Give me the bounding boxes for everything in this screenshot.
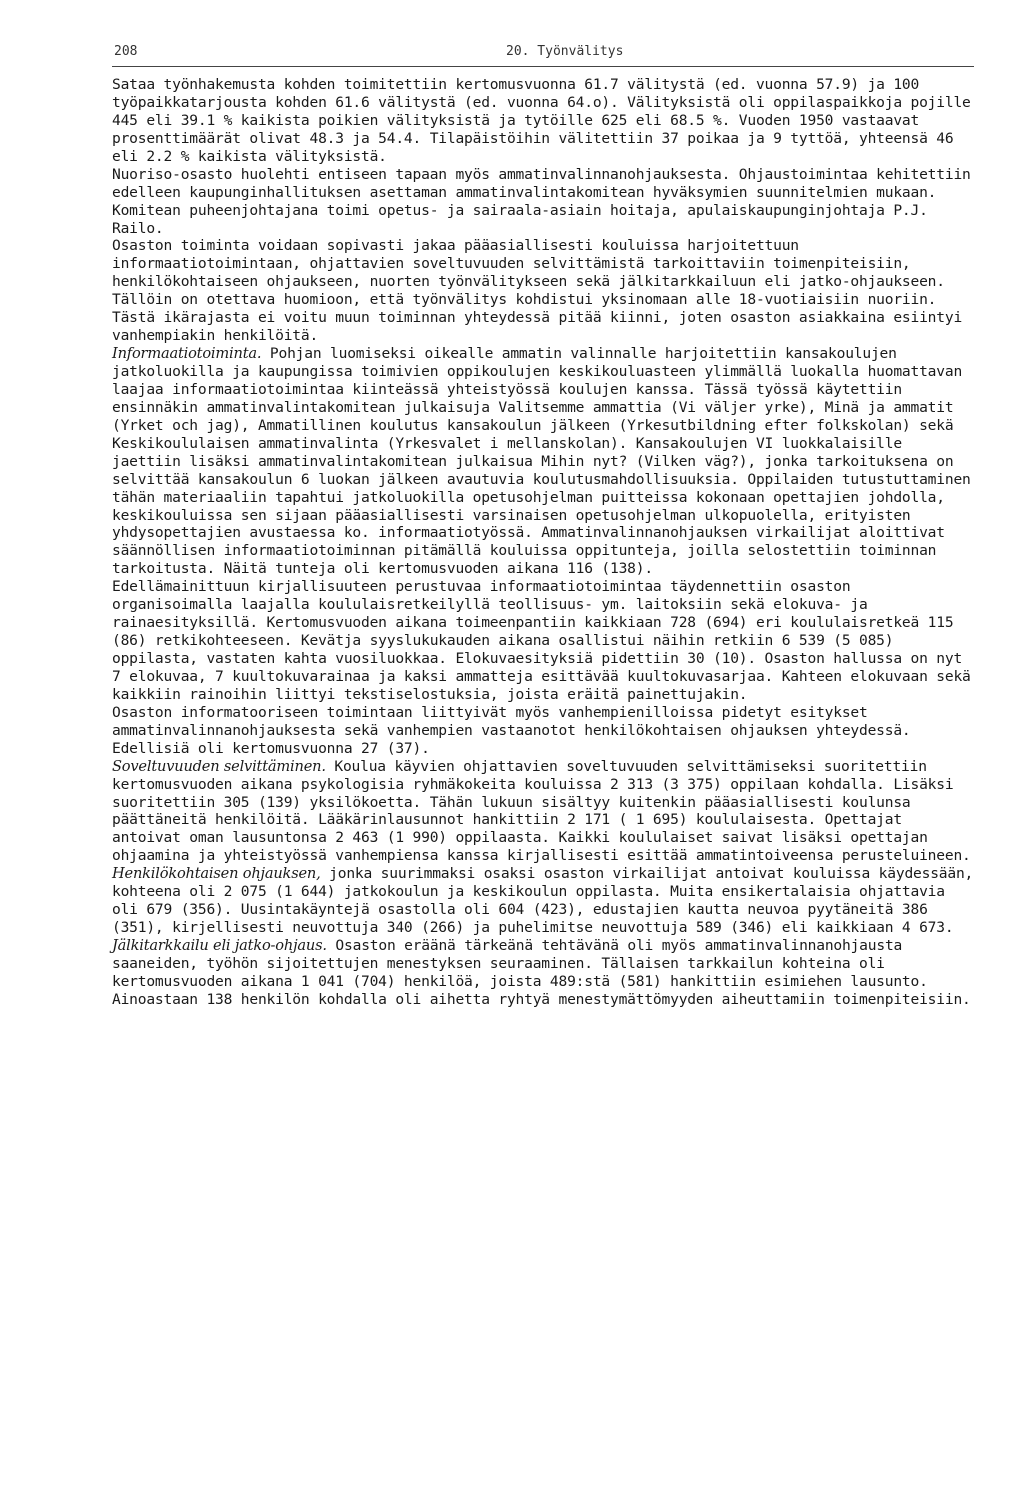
subheading-informaatiotoiminta: Informaatiotoiminta. [112, 345, 262, 363]
subheading-jalkitarkkailu: Jälkitarkkailu eli jatko-ohjaus. [112, 937, 327, 954]
body-text [112, 76, 974, 1009]
page-number: 208 [114, 44, 138, 59]
paragraph-aptitude: Soveltuvuuden selvittäminen. Koulua käyvien ohjattavien soveltuvuuden selvittämiseksi suoritettiin kertomusvuoden aikana psykologisia ryhmäkokeita kouluissa 2 313 (3 375) oppilaan kohdalla. Lisäksi suoritettiin 305 (139) yksilökoetta. Tähän lukuun sisältyy kuitenkin pääasiallisesti koulunsa päättäneitä henkilöitä. Lääkärinlausunnot hankittiin 2 171 ( 1 695) koululaisesta. Opettajat antoivat oman lausuntonsa 2 463 (1 990) oppilaasta. Kaikki koululaiset saivat lisäksi opettajan ohjaamina ja yhteistyössä vanhempiensa kanssa kirjallisesti esittää ammatintoiveensa perusteluineen. [112, 757, 971, 865]
subheading-henkilokohtainen: Henkilökohtaisen ohjauksen, [112, 865, 321, 883]
page-header [112, 40, 964, 62]
paragraph-parent-evenings: Osaston informatooriseen toimintaan liittyivät myös vanhempienilloissa pidetyt esitykset ammatinvalinnanohjauksesta sekä vanhempien vastaanotot henkilökohtaisen ohjauksen yhteydessä. Edellisiä oli kertomusvuonna 27 (37). [112, 703, 911, 757]
section-title: 20. Työnvälitys [506, 44, 624, 59]
header-rule [112, 66, 974, 67]
paragraph-department-activities: Osaston toiminta voidaan sopivasti jakaa pääasiallisesti kouluissa harjoitettuun informaatiotoimintaan, ohjattavien soveltuvuuden selvittämistä tarkoittaviin toimenpiteisiin, henkilökohtaiseen ohjaukseen, nuorten työnvälitykseen sekä jälkitarkkailuun eli jatko-ohjaukseen. Tällöin on otettava huomioon, että työnvälitys kohdistui yksinomaan alle 18-vuotiaisiin nuoriin. Tästä ikärajasta ei voitu muun toiminnan yhteydessä pitää kiinni, joten osaston asiakkaina esiintyi vanhempiakin henkilöitä. [112, 237, 963, 345]
paragraph-information-activity: Informaatiotoiminta. Pohjan luomiseksi oikealle ammatin valinnalle harjoitettiin kansakoulujen jatkoluokilla ja kaupungissa toimivien oppikoulujen keskikouluasteen ylimmällä luokalla huomattavan laajaa informaatiotoimintaa kiinteässä yhteistyössä koulujen kanssa. Tässä työssä käytettiin ensinnäkin ammatinvalintakomitean julkaisuja Valitsemme ammattia (Vi väljer yrke), Minä ja ammatit (Yrket och jag), Ammatillinen koulutus kansakoulun jälkeen (Yrkesutbildning efter folkskolan) sekä Keskikoululaisen ammatinvalinta (Yrkesvalet i mellanskolan). Kansakoulujen VI luokkalaisille jaettiin lisäksi ammatinvalintakomitean julkaisua Mihin nyt? (Vilken väg?), jonka tarkoituksena on selvittää kansakoulun 6 luokan jälkeen avautuvia koulutusmahdollisuuksia. Oppilaiden tutustuttaminen tähän materiaaliin tapahtui jatkoluokilla opetusohjelman puitteissa kokonaan opettajien johdolla, keskikouluissa sen sijaan pääasiallisesti varsinaisen opetusohjelman ulkopuolella, erityisten yhdysopettajien avustaessa ko. informaatiotyössä. Ammatinvalinnanohjauksen virkailijat aloittivat säännöllisen informaatiotoiminnan pitämällä kouluissa oppitunteja, joilla selostettiin toiminnan tarkoitusta. Näitä tunteja oli kertomusvuoden aikana 116 (138). [112, 345, 971, 578]
paragraph-follow-up: Jälkitarkkailu eli jatko-ohjaus. Osaston eräänä tärkeänä tehtävänä oli myös ammatinvalinnanohjausta saaneiden, työhön sijoitettujen menestyksen seuraaminen. Tällaisen tarkkailun kohteina oli kertomusvuoden aikana 1 041 (704) henkilöä, joista 489:stä (581) hankittiin esimiehen lausunto. Ainoastaan 138 henkilön kohdalla oli aihetta ryhtyä menestymättömyyden aiheuttamiin toimenpiteisiin. [112, 937, 971, 1008]
paragraph-placement-stats: Sataa työnhakemusta kohden toimitettiin kertomusvuonna 61.7 välitystä (ed. vuonna 57.9) ja 100 työpaikkatarjousta kohden 61.6 välitystä (ed. vuonna 64.o). Välityksistä oli oppilaspaikkoja pojille 445 eli 39.1 % kaikista poikien välityksistä ja tytöille 625 eli 68.5 %. Vuoden 1950 vastaavat prosenttimäärät olivat 48.3 ja 54.4. Tilapäistöihin välitettiin 37 poikaa ja 9 tyttöä, yhteensä 46 eli 2.2 % kaikista välityksistä. [112, 76, 971, 165]
paragraph-personal-guidance: Henkilökohtaisen ohjauksen, jonka suurimmaksi osaksi osaston virkailijat antoivat kouluissa käydessään, kohteena oli 2 075 (1 644) jatkokoulun ja keskikoulun oppilasta. Muita ensikertalaisia ohjattavia oli 679 (356). Uusintakäyntejä osastolla oli 604 (423), edustajien kautta neuvoa pyytäneitä 386 (351), kirjellisesti neuvottuja 340 (266) ja puhelimitse neuvottuja 589 (346) eli kaikkiaan 4 673. [112, 865, 974, 937]
subheading-soveltuvuus: Soveltuvuuden selvittäminen. [112, 757, 326, 775]
paragraph-excursions: Edellämainittuun kirjallisuuteen perustuvaa informaatiotoimintaa täydennettiin osaston organisoimalla laajalla koululaisretkeilyllä teollisuus- ym. laitoksiin sekä elokuva- ja rainaesityksillä. Kertomusvuoden aikana toimeenpantiin kaikkiaan 728 (694) eri koululaisretkeä 115 (86) retkikohteeseen. Kevätja syyslukukauden aikana osallistui näihin retkiin 6 539 (5 085) oppilasta, vastaten kahta vuosiluokkaa. Elokuvaesityksiä pidettiin 30 (10). Osaston hallussa on nyt 7 elokuvaa, 7 kuultokuvarainaa ja kaksi ammatteja esittävää kuultokuvasarjaa. Kahteen elokuvaan sekä kaikkiin rainoihin liittyi tekstiselostuksia, joista eräitä painettujakin. [112, 578, 971, 703]
paragraph-youth-department: Nuoriso-osasto huolehti entiseen tapaan myös ammatinvalinnanohjauksesta. Ohjaustoimintaa kehitettiin edelleen kaupunginhallituksen asettaman ammatinvalintakomitean hyväksymien suunnitelmien mukaan. Komitean puheenjohtajana toimi opetus- ja sairaala-asiain hoitaja, apulaiskaupunginjohtaja P.J. Railo. [112, 165, 971, 237]
